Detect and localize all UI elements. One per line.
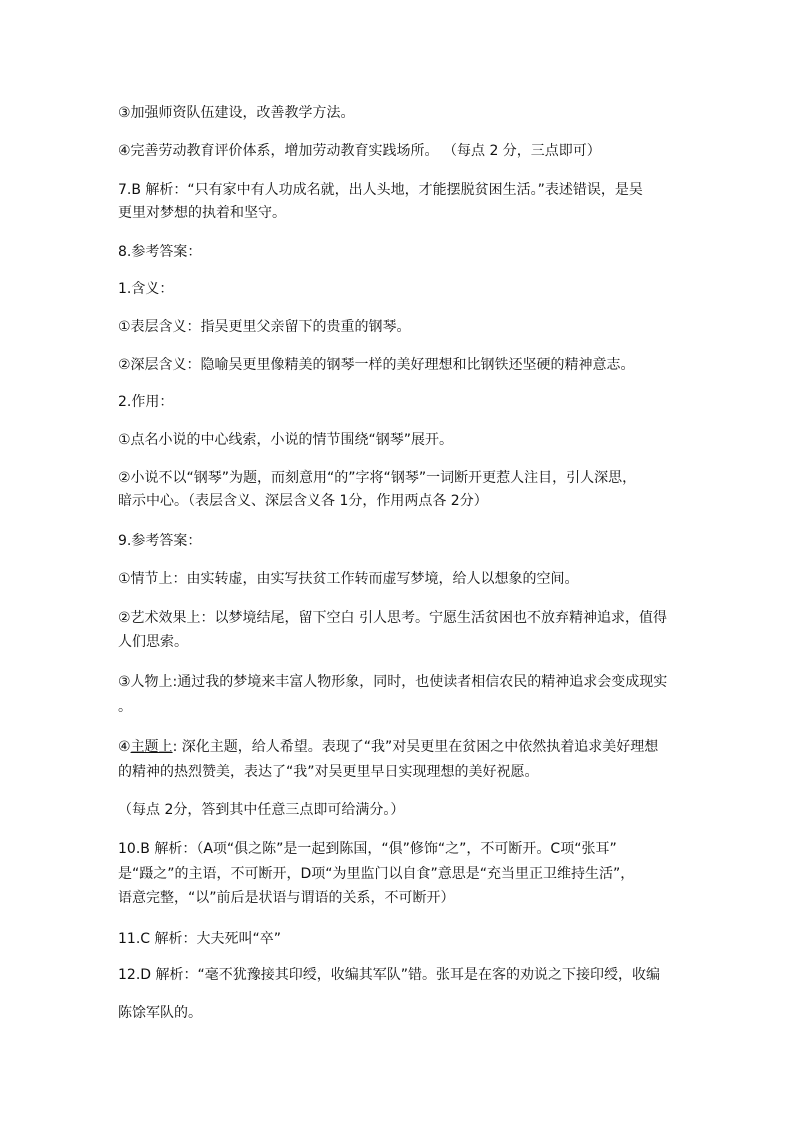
answer-line: ④完善劳动教育评价体系，增加劳动教育实践场所。 （每点 2 分，三点即可） bbox=[118, 143, 601, 159]
answer-line: 11.C 解析：大夫死叫“卒” bbox=[118, 931, 281, 947]
answer-line: 暗示中心。（表层含义、深层含义各 1分，作用两点各 2分） bbox=[118, 493, 488, 509]
answer-line: ②艺术效果上：以梦境结尾，留下空白 引人思考。宁愿生活贫困也不放弃精神追求，值得 bbox=[118, 610, 667, 626]
answer-line: 12.D 解析：“毫不犹豫接其印绶，收编其军队”错。张耳是在客的劝说之下接印绶，收编 bbox=[118, 967, 660, 983]
answer-line: 7.B 解析：“只有家中有人功成名就，出人头地，才能摆脱贫困生活。”表述错误，是吴 bbox=[118, 182, 643, 198]
scoring-note: （每点 2分，答到其中任意三点即可给满分。） bbox=[118, 802, 405, 818]
answer-line: ②深层含义：隐喻吴更里像精美的钢琴一样的美好理想和比钢铁还坚硬的精神意志。 bbox=[118, 357, 635, 373]
answer-line: 语意完整，“以”前后是状语与谓语的关系，不可断开） bbox=[118, 890, 455, 906]
answer-line: 的精神的热烈赞美，表达了“我”对吴更里早日实现理想的美好祝愿。 bbox=[118, 764, 539, 780]
answer-line: 10.B 解析：（A项“俱之陈”是一起到陈国，“俱”修饰“之”，不可断开。C项“张耳” bbox=[118, 841, 617, 857]
answer-line: ①点名小说的中心线索，小说的情节围绕“钢琴”展开。 bbox=[118, 432, 454, 448]
answer-line: ②小说不以“钢琴”为题，而刻意用“的”字将“钢琴”一词断开更惹人注目，引人深思， bbox=[118, 470, 637, 486]
answer-line: ③人物上:通过我的梦境来丰富人物形象，同时，也使读者相信农民的精神追求会变成现实 bbox=[118, 674, 668, 690]
sub-heading: 2.作用： bbox=[118, 394, 174, 410]
section-heading: 9.参考答案： bbox=[118, 533, 202, 549]
section-heading: 8.参考答案： bbox=[118, 244, 202, 260]
answer-line: 陈馀军队的。 bbox=[118, 1005, 202, 1021]
answer-line: 是“蹑之”的主语，不可断开，D项“为里监门以自食”意思是“充当里正卫维持生活”， bbox=[118, 866, 635, 882]
answer-line bbox=[118, 737, 683, 757]
sub-heading: 1.含义： bbox=[118, 281, 174, 297]
answer-line: 。 bbox=[118, 699, 132, 715]
answer-line: ③加强师资队伍建设，改善教学方法。 bbox=[118, 105, 355, 121]
answer-line: ①表层含义：指吴更里父亲留下的贵重的钢琴。 bbox=[118, 319, 411, 335]
answer-line: ①情节上：由实转虚，由实写扶贫工作转而虚写梦境，给人以想象的空间。 bbox=[118, 571, 579, 587]
circled-number: ④ bbox=[118, 739, 131, 755]
underlined-label: 主题上 bbox=[130, 739, 173, 755]
answer-line: 人们思索。 bbox=[118, 634, 188, 650]
answer-line: 更里对梦想的执着和坚守。 bbox=[118, 205, 286, 221]
answer-text: : 深化主题，给人希望。表现了“我”对吴更里在贫困之中依然执着追求美好理想 bbox=[172, 739, 659, 755]
